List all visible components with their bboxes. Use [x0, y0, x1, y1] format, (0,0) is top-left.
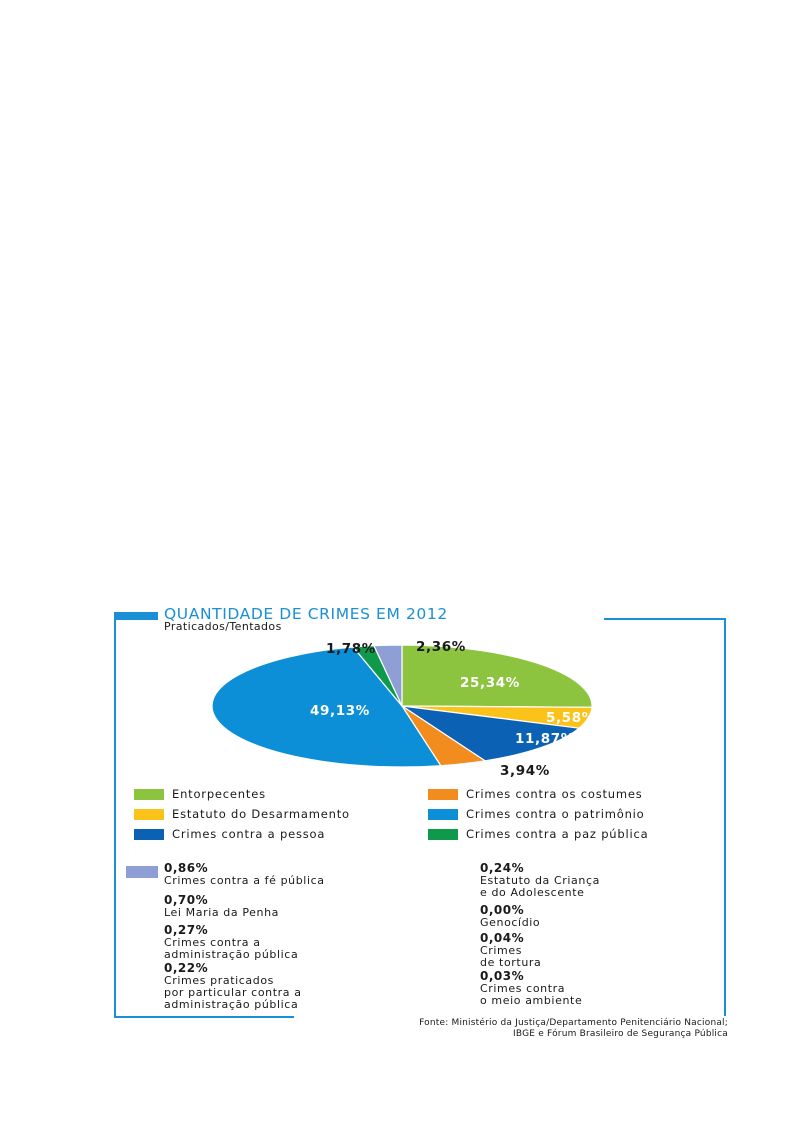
breakdown-item [164, 924, 298, 961]
legend-swatch [134, 809, 164, 820]
chart-figure [114, 604, 730, 1039]
breakdown-value: 0,27% [164, 923, 209, 937]
legend-item [428, 826, 648, 842]
legend-label: Crimes contra o patrimônio [466, 807, 645, 821]
legend-swatch [428, 789, 458, 800]
breakdown-label: Crimes de tortura [480, 944, 542, 969]
breakdown-item [164, 962, 302, 1011]
breakdown-label: Crimes contra a administração pública [164, 936, 299, 961]
slice-data-label: 1,78% [326, 641, 376, 657]
breakdown-item [480, 862, 600, 899]
other-crimes-swatch [126, 866, 158, 878]
breakdown-value: 0,03% [480, 969, 525, 983]
chart-title: QUANTIDADE DE CRIMES EM 2012 [164, 605, 448, 623]
breakdown-item [164, 862, 325, 887]
legend-label: Crimes contra a paz pública [466, 827, 649, 841]
legend-item [428, 786, 643, 802]
breakdown-label: Crimes contra a fé pública [164, 874, 325, 887]
legend-swatch [428, 809, 458, 820]
legend-swatch [134, 789, 164, 800]
breakdown-value: 0,04% [480, 931, 525, 945]
legend-label: Entorpecentes [172, 787, 266, 801]
breakdown-value: 0,24% [480, 861, 525, 875]
chart-subtitle: Praticados/Tentados [164, 620, 282, 633]
breakdown-item [164, 894, 279, 919]
slice-data-label: 49,13% [310, 703, 370, 719]
breakdown-value: 0,22% [164, 961, 209, 975]
legend-label: Estatuto do Desarmamento [172, 807, 350, 821]
slice-data-label: 3,94% [500, 763, 550, 779]
legend-label: Crimes contra os costumes [466, 787, 643, 801]
breakdown-label: Crimes praticados por particular contra a administração pública [164, 974, 302, 1011]
slice-data-label: 25,34% [460, 675, 520, 691]
legend-swatch [134, 829, 164, 840]
legend-item [134, 786, 266, 802]
breakdown-item [480, 932, 541, 969]
breakdown-item [480, 970, 582, 1007]
breakdown-label: Estatuto da Criança e do Adolescente [480, 874, 600, 899]
legend-item [134, 806, 350, 822]
breakdown-value: 0,00% [480, 903, 525, 917]
slice-data-label: 11,87% [515, 731, 575, 747]
legend-swatch [428, 829, 458, 840]
breakdown-value: 0,70% [164, 893, 209, 907]
slice-data-label: 2,36% [416, 639, 466, 655]
legend-item [428, 806, 645, 822]
breakdown-value: 0,86% [164, 861, 209, 875]
breakdown-label: Lei Maria da Penha [164, 906, 280, 919]
breakdown-label: Genocídio [480, 916, 541, 929]
legend-item [134, 826, 325, 842]
breakdown-item [480, 904, 540, 929]
slice-data-label: 5,58% [546, 710, 596, 726]
chart-source: Fonte: Ministério da Justiça/Departamento Penitenciário Nacional; IBGE e Fórum Brasileiro de Segurança Pública [419, 1018, 728, 1039]
breakdown-label: Crimes contra o meio ambiente [480, 982, 583, 1007]
legend-label: Crimes contra a pessoa [172, 827, 326, 841]
